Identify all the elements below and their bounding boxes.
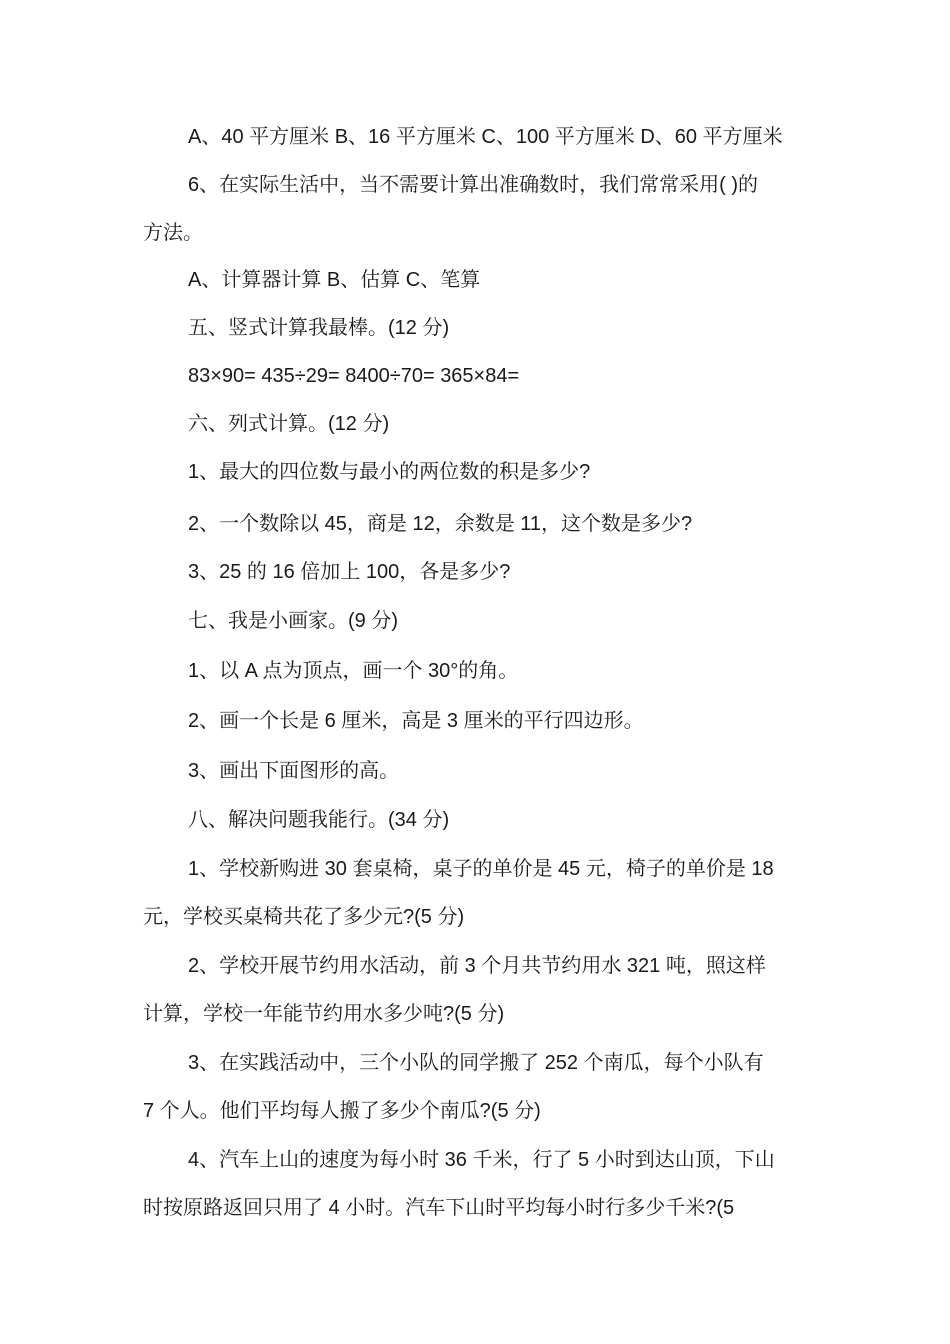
q6-question-line: 6、在实际生活中，当不需要计算出准确数时，我们常常采用( )的 <box>188 174 758 196</box>
q6-question-continued: 方法。 <box>143 222 203 244</box>
section-8-q2-line1: 2、学校开展节约用水活动，前 3 个月共节约用水 321 吨，照这样 <box>188 955 766 977</box>
section-7-q2: 2、画一个长是 6 厘米，高是 3 厘米的平行四边形。 <box>188 710 644 732</box>
section-6-heading: 六、列式计算。(12 分) <box>188 413 390 435</box>
q6-options-line: A、计算器计算 B、估算 C、笔算 <box>188 269 481 291</box>
section-8-q3-line2: 7 个人。他们平均每人搬了多少个南瓜?(5 分) <box>143 1100 541 1122</box>
q5-options-line: A、40 平方厘米 B、16 平方厘米 C、100 平方厘米 D、60 平方厘米 <box>188 126 783 148</box>
section-6-q2: 2、一个数除以 45，商是 12，余数是 11，这个数是多少? <box>188 513 693 535</box>
section-8-q3-line1: 3、在实践活动中，三个小队的同学搬了 252 个南瓜，每个小队有 <box>188 1052 764 1074</box>
section-8-q4-line2: 时按原路返回只用了 4 小时。汽车下山时平均每小时行多少千米?(5 <box>143 1197 735 1219</box>
section-6-q1: 1、最大的四位数与最小的两位数的积是多少? <box>188 461 591 483</box>
section-8-q1-line1: 1、学校新购进 30 套桌椅，桌子的单价是 45 元，椅子的单价是 18 <box>188 858 774 880</box>
section-8-q4-line1: 4、汽车上山的速度为每小时 36 千米，行了 5 小时到达山顶，下山 <box>188 1149 775 1171</box>
section-7-q1: 1、以 A 点为顶点，画一个 30°的角。 <box>188 660 519 682</box>
section-5-heading: 五、竖式计算我最棒。(12 分) <box>188 317 450 339</box>
section-7-q3: 3、画出下面图形的高。 <box>188 760 400 782</box>
section-8-q1-line2: 元，学校买桌椅共花了多少元?(5 分) <box>143 906 465 928</box>
section-5-problems: 83×90= 435÷29= 8400÷70= 365×84= <box>188 365 520 387</box>
section-8-heading: 八、解决问题我能行。(34 分) <box>188 809 450 831</box>
section-7-heading: 七、我是小画家。(9 分) <box>188 610 398 632</box>
section-6-q3: 3、25 的 16 倍加上 100，各是多少? <box>188 561 511 583</box>
section-8-q2-line2: 计算，学校一年能节约用水多少吨?(5 分) <box>143 1003 505 1025</box>
